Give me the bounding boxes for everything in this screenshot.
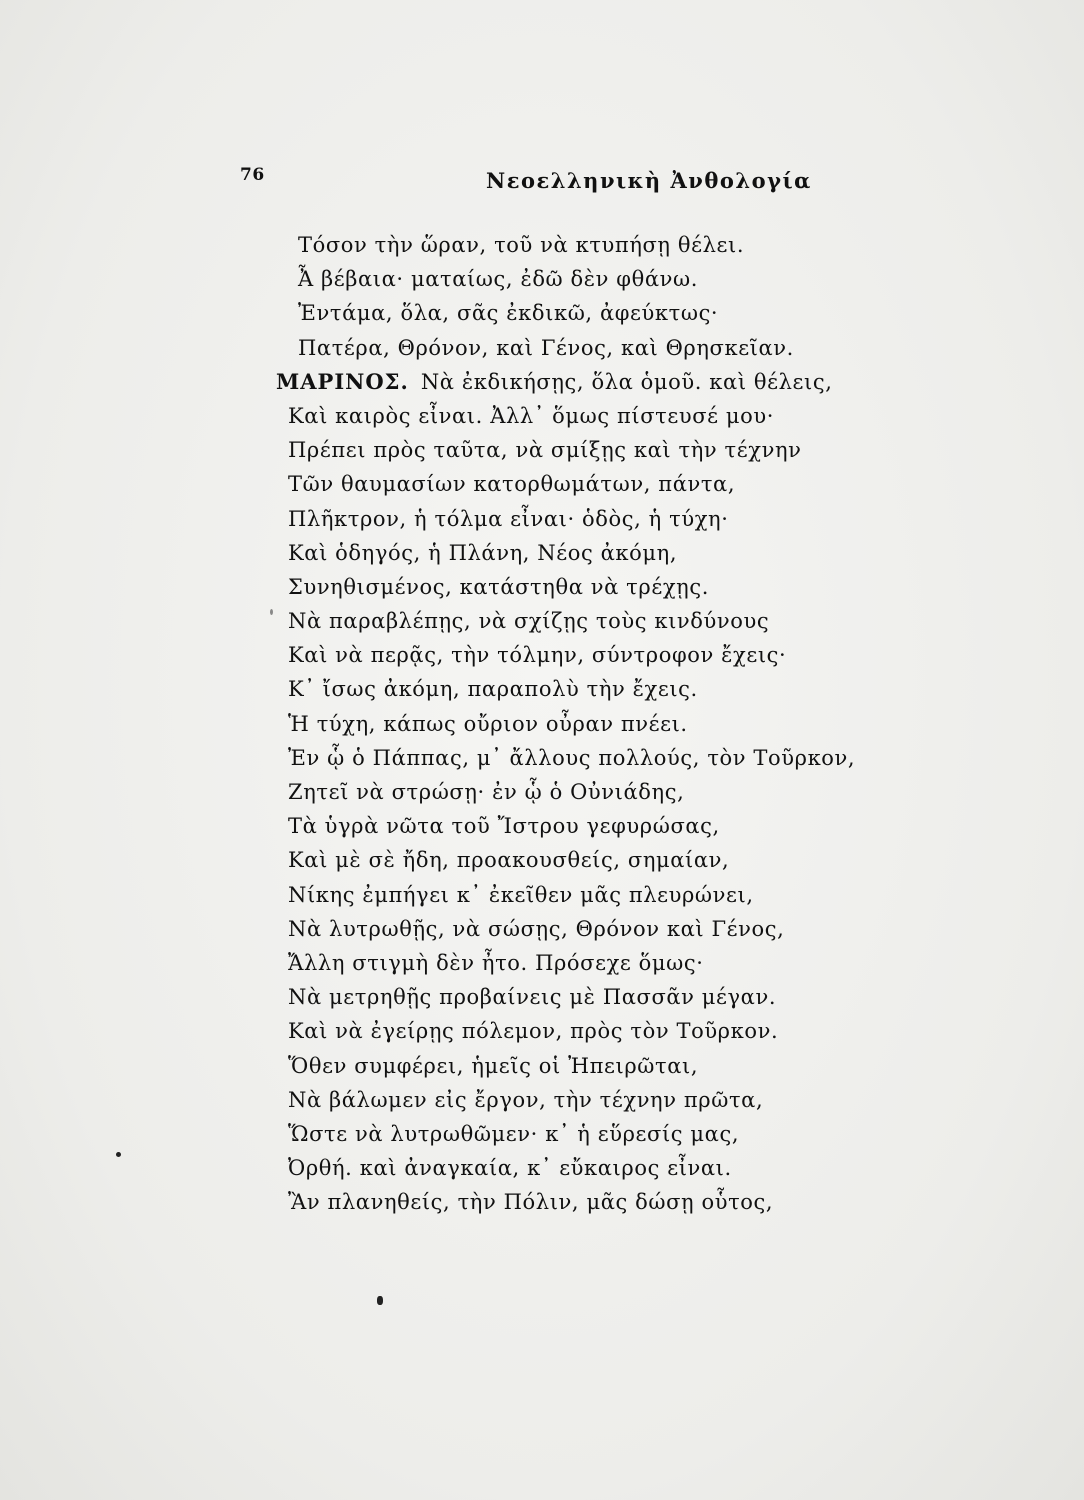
poem-line: [276, 262, 956, 296]
running-head-title: Νεοελληνικὴ Ἀνθολογία: [486, 168, 812, 193]
poem-line: [276, 1151, 956, 1185]
poem-line: [276, 1014, 956, 1048]
line-text: Ἐντάμα, ὅλα, σᾶς ἐκδικῶ, ἀφεύκτως·: [298, 301, 719, 326]
stray-ink-mark: [270, 609, 273, 615]
poem-line: [276, 741, 956, 775]
line-text: Ἐν ᾧ ὁ Πάππας, μ᾽ ἄλλους πολλούς, τὸν Τοῦρκον,: [288, 745, 856, 770]
poem-line: [276, 775, 956, 809]
line-text: Νὰ βάλωμεν εἰς ἔργον, τὴν τέχνην πρῶτα,: [288, 1087, 764, 1112]
line-text: Καὶ νὰ ἐγείρῃς πόλεμον, πρὸς τὸν Τοῦρκον.: [288, 1019, 779, 1044]
line-text: Ἄλλη στιγμὴ δὲν ἦτο. Πρόσεχε ὅμως·: [288, 950, 704, 975]
line-text: Ὥστε νὰ λυτρωθῶμεν· κ᾽ ἡ εὕρεσίς μας,: [288, 1121, 740, 1146]
line-text: Πατέρα, Θρόνον, καὶ Γένος, καὶ Θρησκεῖαν.: [298, 335, 794, 360]
poem-line: [276, 1185, 956, 1219]
poem-line: [276, 399, 956, 433]
line-text: Ἡ τύχη, κάπως οὔριον οὖραν πνέει.: [288, 711, 688, 736]
line-text: Νὰ ἐκδικήσῃς, ὅλα ὁμοῦ. καὶ θέλεις,: [420, 369, 833, 394]
poem-line: [276, 604, 956, 638]
line-text: Νίκης ἐμπήγει κ᾽ ἐκεῖθεν μᾶς πλευρώνει,: [288, 882, 754, 907]
line-text: Ὅθεν συμφέρει, ἡμεῖς οἱ Ἠπειρῶται,: [288, 1053, 699, 1078]
poem-line: [276, 296, 956, 330]
line-text: Κ᾽ ἴσως ἀκόμη, παραπολὺ τὴν ἔχεις.: [288, 677, 698, 702]
line-text: Νὰ λυτρωθῇς, νὰ σώσῃς, Θρόνον καὶ Γένος,: [288, 916, 785, 941]
line-text: Καὶ ὁδηγός, ἡ Πλάνη, Νέος ἀκόμη,: [288, 540, 678, 565]
line-text: Καὶ καιρὸς εἶναι. Ἀλλ᾽ ὅμως πίστευσέ μου·: [288, 403, 775, 428]
line-text: Πρέπει πρὸς ταῦτα, νὰ σμίξῃς καὶ τὴν τέχνην: [288, 438, 802, 463]
poem-line: [276, 707, 956, 741]
poem-line: [276, 1117, 956, 1151]
poem-line: [276, 570, 956, 604]
stray-ink-mark: [116, 1152, 121, 1157]
poem-line: [276, 946, 956, 980]
line-text: Νὰ μετρηθῇς προβαίνεις μὲ Πασσᾶν μέγαν.: [288, 985, 777, 1010]
page-number: 76: [240, 165, 265, 185]
poem-line: [276, 672, 956, 706]
poem-line: [276, 536, 956, 570]
poem-line: [276, 878, 956, 912]
poem-line: [276, 228, 956, 262]
line-text: Καὶ μὲ σὲ ἤδη, προακουσθείς, σημαίαν,: [288, 848, 730, 873]
line-text: Ὀρθή. καὶ ἀναγκαία, κ᾽ εὔκαιρος εἶναι.: [288, 1156, 732, 1181]
line-text: Τὰ ὑγρὰ νῶτα τοῦ Ἴστρου γεφυρώσας,: [288, 814, 720, 839]
poem-line: [276, 980, 956, 1014]
poem-text: [276, 228, 956, 1219]
poem-line: [276, 1049, 956, 1083]
line-text: Νὰ παραβλέπῃς, νὰ σχίζῃς τοὺς κινδύνους: [288, 609, 770, 634]
poem-line: [276, 365, 956, 399]
line-text: Ζητεῖ νὰ στρώσῃ· ἐν ᾧ ὁ Οὐνιάδης,: [288, 780, 685, 804]
poem-line: [276, 809, 956, 843]
line-text: Τῶν θαυμασίων κατορθωμάτων, πάντα,: [288, 472, 736, 497]
poem-line: [276, 912, 956, 946]
poem-line: [276, 502, 956, 536]
poem-line: [276, 1083, 956, 1117]
line-text: Συνηθισμένος, κατάστηθα νὰ τρέχῃς.: [288, 574, 709, 599]
speaker-name: ΜΑΡΙΝΟΣ.: [276, 368, 409, 394]
line-text: Ἆ βέβαια· ματαίως, ἐδῶ δὲν φθάνω.: [298, 267, 699, 292]
poem-line: [276, 467, 956, 501]
poem-line: [276, 331, 956, 365]
line-text: Τόσον τὴν ὥραν, τοῦ νὰ κτυπήσῃ θέλει.: [298, 233, 745, 257]
poem-line: [276, 638, 956, 672]
line-text: Καὶ νὰ περᾷς, τὴν τόλμην, σύντροφον ἔχεις·: [288, 643, 787, 668]
poem-line: [276, 433, 956, 467]
line-text: Πλῆκτρον, ἡ τόλμα εἶναι· ὁδὸς, ἡ τύχη·: [288, 506, 729, 531]
stray-ink-mark: [377, 1296, 383, 1305]
poem-line: [276, 843, 956, 877]
line-text: Ἂν πλανηθείς, τὴν Πόλιν, μᾶς δώσῃ οὗτος,: [288, 1190, 774, 1215]
